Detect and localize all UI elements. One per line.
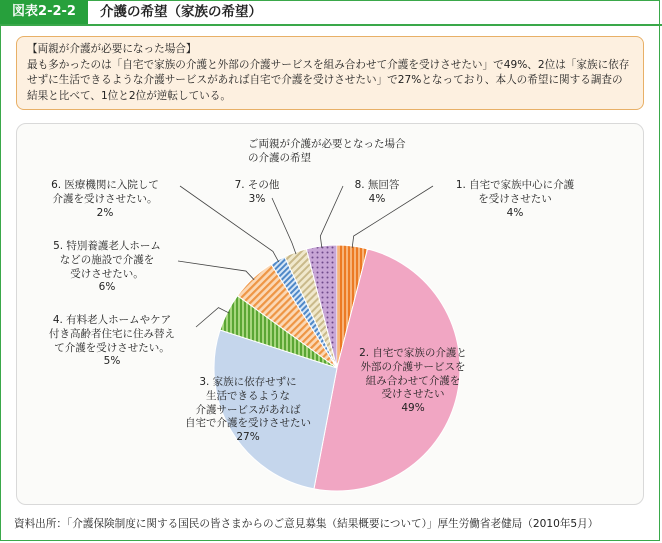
source-note: 資料出所：「介護保険制度に関する国民の皆さまからのご意見募集（結果概要について）」厚生労働省老健局（2010年5月） — [14, 518, 599, 530]
slice-label-4 — [28, 314, 196, 369]
slice-label-4-line-2: 付き高齢者住宅に住み替え — [49, 327, 175, 340]
slice-label-4-line-3: て介護を受けさせたい。 — [54, 341, 170, 354]
slice-label-7-line-1: 7. その他 — [234, 179, 280, 191]
slice-label-6 — [30, 179, 180, 220]
slice-label-7 — [232, 179, 282, 207]
slice-label-5-line-2: などの施設で介護を — [59, 253, 155, 266]
slice-label-5 — [38, 240, 176, 295]
slice-label-7-line-2: 3% — [248, 192, 266, 205]
slice-label-6-line-1: 6. 医療機関に入院して — [51, 179, 159, 191]
slice-label-2-line-1: 2. 自宅で家族の介護と — [359, 347, 467, 359]
figure-number: 図表2-2-2 — [0, 0, 88, 24]
slice-label-2-line-2: 外部の介護サービスを — [360, 360, 466, 373]
leader-line-5 — [178, 261, 254, 280]
slice-label-1-line-1: 1. 自宅で家族中心に介護 — [455, 179, 575, 191]
figure-title: 介護の希望（家族の希望） — [100, 4, 262, 20]
slice-label-3-line-2: 生活できるような — [206, 389, 290, 402]
slice-label-2-line-4: 受けさせたい — [381, 388, 445, 401]
slice-label-2-line-5: 49% — [401, 402, 425, 415]
slice-label-3-line-3: 介護サービスがあれば — [195, 403, 301, 416]
slice-label-1-line-2: を受けさせたい — [478, 192, 552, 205]
summary-heading: 【両親が介護が必要になった場合】 — [27, 43, 197, 55]
slice-label-5-line-1: 5. 特別養護老人ホーム — [53, 240, 161, 252]
slice-label-2-line-3: 組み合わせて介護を — [365, 374, 461, 387]
slice-label-5-line-4: 6% — [98, 281, 116, 294]
slice-label-2 — [343, 347, 483, 416]
slice-label-8 — [332, 179, 422, 207]
slice-label-6-line-2: 介護を受けさせたい。 — [52, 192, 158, 205]
slice-label-3-line-1: 3. 家族に依存せずに — [199, 376, 297, 388]
slice-label-6-line-3: 2% — [96, 206, 114, 219]
slice-label-1-line-3: 4% — [506, 206, 524, 219]
chart-title — [248, 137, 458, 165]
slice-label-3 — [168, 376, 328, 445]
chart-title-line-1: ご両親が介護が必要となった場合 — [248, 138, 406, 150]
slice-label-4-line-4: 5% — [103, 355, 121, 368]
slice-label-1 — [430, 179, 600, 220]
slice-label-3-line-4: 自宅で介護を受けさせたい — [185, 417, 311, 430]
slice-label-5-line-3: 受けさせたい。 — [70, 267, 144, 280]
summary-body: 最も多かったのは「自宅で家族の介護と外部の介護サービスを組み合わせて介護を受けさせたい」で49%、2位は「家族に依存せずに生活できるような介護サービスがあれば自宅で介護を受けさせたい」で27%となっており、本人の希望に関する調査の結果と比べて、1位と2位が逆転している。 — [27, 58, 630, 102]
chart-title-line-2: の介護の希望 — [248, 152, 311, 164]
slice-label-8-line-2: 4% — [368, 192, 386, 205]
slice-label-3-line-5: 27% — [236, 431, 260, 444]
slice-label-4-line-1: 4. 有料老人ホームやケア — [52, 314, 172, 326]
slice-label-8-line-1: 8. 無回答 — [354, 179, 400, 191]
